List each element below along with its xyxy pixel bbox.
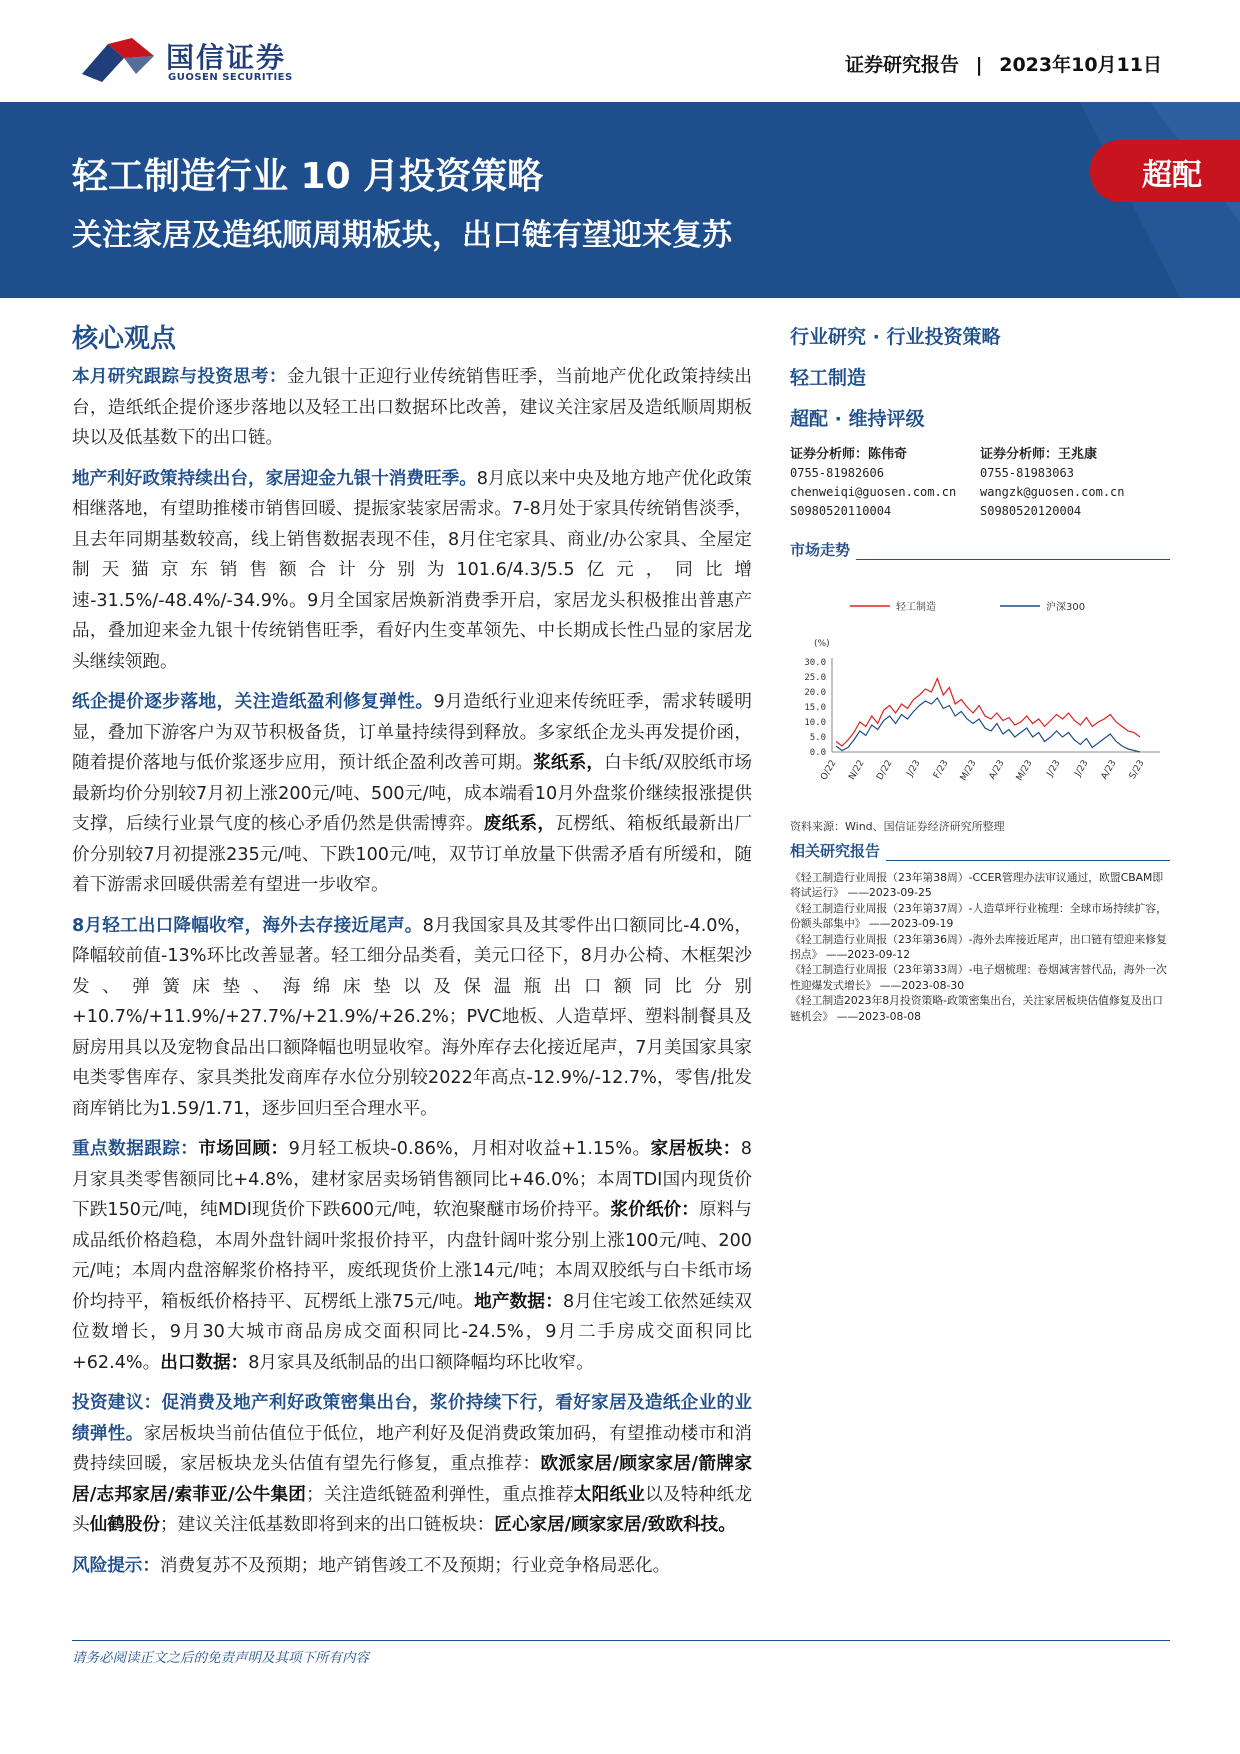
related-reports-heading — [790, 840, 1170, 861]
analyst-name: 证券分析师：王兆康 — [980, 447, 1098, 462]
x-tick-label: M/23 — [1014, 758, 1035, 783]
analyst-cert: S0980520120004 — [980, 504, 1082, 518]
related-reports-title: 相关研究报告 — [790, 842, 881, 860]
paragraph-text: 8月底以来中央及地方地产优化政策相继落地，有望助推楼市销售回暖、提振家装家居需求。7-8月处于家具传统销售淡季，且去年同期基数较高，线上销售数据表现不佳，8月住宅家具、商业/办公家具、全屋定制天猫京东销售额合计分别为101.6/4.3/5.5亿元，同比增速-31.5%/-48.4%/-34.9%。9月全国家居焕新消费季开启，家居龙头积极推出普惠产品，叠加迎来金九银十传统销售旺季，看好内生变革领先、中长期成长性凸显的家居龙头继续领跑。 — [72, 468, 752, 672]
paragraph-bold: 地产数据： — [474, 1291, 563, 1312]
paragraph-text: 8月家具类零售额同比+4.8%，建材家居卖场销售额同比+46.0%；本周TDI国内现货价下跌150元/吨，纯MDI现货价下跌600元/吨，软泡聚醚市场价持平。 — [72, 1139, 752, 1220]
paragraph-export — [72, 911, 752, 1125]
y-tick-label: 10.0 — [804, 718, 826, 728]
analyst-email[interactable]: wangzk@guosen.com.cn — [980, 485, 1125, 499]
paragraph-text: 9月造纸行业迎来传统旺季，需求转暖明显，叠加下游客户为双节积极备货，订单量持续得到释放。多家纸企龙头再发提价函，随着提价落地与低价浆逐步应用，预计纸企盈利改善可期。 — [72, 692, 752, 773]
y-tick-label: 5.0 — [809, 733, 826, 743]
x-tick-label: J/23 — [1073, 758, 1091, 779]
header-separator: | — [975, 54, 983, 76]
paragraph-text: ；关注造纸链盈利弹性，重点推荐 — [306, 1484, 574, 1505]
guosen-logo-icon — [78, 34, 158, 86]
logo-english-name: GUOSEN SECURITIES — [168, 72, 293, 83]
paragraph-text: 以及特种纸龙头 — [72, 1484, 752, 1535]
paragraph-text: 8月我国家具及其零件出口额同比-4.0%，降幅较前值-13%环比改善显著。轻工细分品类看，美元口径下，8月办公椅、木框架沙发、弹簧床垫、海绵床垫以及保温瓶出口额同比分别+10.7%/+11.9%/+27.7%/+21.9%/+26.2%；PVC地板、人造草坪、塑料制餐具及厨房用具以及宠物食品出口额降幅也明显收窄。海外库存去化接近尾声，7月美国家具家电类零售库存、家具类批发商库存水位分别较2022年高点-12.9%/-12.7%，零售/批发商库销比为1.59/1.71，逐步回归至合理水平。 — [72, 915, 752, 1119]
x-tick-label: J/23 — [1045, 758, 1063, 779]
paragraph-bold: 欧派家居/顾家家居/箭牌家居/志邦家居/索菲亚/公牛集团 — [72, 1454, 752, 1505]
related-report-item[interactable]: 《轻工制造行业周报（23年第37周）-人造草坪行业梳理：全球市场持续扩容，份额头部集中》 ——2023-09-19 — [790, 901, 1167, 931]
paragraph-text: 8月家具及纸制品的出口额降幅均环比收窄。 — [248, 1352, 594, 1373]
title-banner — [0, 102, 1240, 298]
analyst-phone: 0755-81982606 — [790, 466, 884, 480]
paragraph-text: ；建议关注低基数即将到来的出口链板块： — [160, 1515, 495, 1535]
x-tick-label: S/23 — [1127, 758, 1147, 781]
core-views-heading: 核心观点 — [72, 324, 177, 354]
analyst-phone: 0755-81983063 — [980, 466, 1074, 480]
paragraph-risk — [72, 1551, 752, 1582]
x-tick-label: O/22 — [819, 758, 839, 783]
market-trend-heading — [790, 539, 1170, 560]
x-tick-label: F/23 — [932, 758, 951, 781]
paragraph-bold: 废纸系， — [483, 814, 556, 834]
analyst-name: 证券分析师：陈伟奇 — [790, 447, 908, 462]
y-tick-label: 0.0 — [809, 748, 826, 758]
paragraph-text: 瓦楞纸、箱板纸最新出厂价分别较7月初提涨235元/吨、下跌100元/吨，双节订单放量下供需矛盾有所缓和，随着下游需求回暖供需差有望进一步收窄。 — [72, 814, 752, 895]
y-tick-label: 20.0 — [804, 688, 826, 698]
paragraph-bold: 家居板块： — [650, 1139, 741, 1159]
analyst-block — [790, 445, 1170, 521]
related-report-item[interactable]: 《轻工制造行业周报（23年第38周）-CCER管理办法审议通过，欧盟CBAM即将试运行》 ——2023-09-25 — [790, 871, 1164, 900]
chart-source: 资料来源：Wind、国信证券经济研究所整理 — [790, 820, 1005, 833]
paragraph-data-tracking — [72, 1134, 752, 1378]
related-report-item[interactable]: 《轻工制造行业周报（23年第33周）-电子烟梳理：卷烟减害替代品，海外一次性迎爆发式增长》 ——2023-08-30 — [790, 963, 1167, 992]
market-trend-title: 市场走势 — [790, 541, 851, 559]
paragraph-research-thoughts — [72, 362, 752, 454]
footer-divider — [72, 1640, 1170, 1641]
y-tick-label: 15.0 — [804, 703, 826, 713]
paragraph-bold: 出口数据： — [160, 1352, 249, 1373]
paragraph-bold: 浆价纸价： — [610, 1200, 699, 1220]
analyst-email[interactable]: chenweiqi@guosen.com.cn — [790, 485, 957, 499]
rating-line: 超配 · 维持评级 — [790, 408, 925, 430]
paragraph-investment-advice — [72, 1388, 752, 1541]
paragraph-lead: 8月轻工出口降幅收窄，海外去存接近尾声。 — [72, 915, 423, 936]
paragraph-text: 8月住宅竣工依然延续双位数增长，9月30大城市商品房成交面积同比-24.5%，9月二手房成交面积同比+62.4%。 — [72, 1291, 752, 1373]
paragraph-lead: 本月研究跟踪与投资思考： — [72, 367, 287, 387]
paragraph-real-estate — [72, 464, 752, 678]
paragraph-lead: 地产利好政策持续出台，家居迎金九银十消费旺季。 — [72, 468, 477, 489]
report-meta — [845, 50, 1162, 77]
related-report-item[interactable]: 《轻工制造行业周报（23年第36周）-海外去库接近尾声，出口链有望迎来修复拐点》 ——2023-09-12 — [790, 932, 1167, 962]
analyst-2 — [980, 445, 1170, 521]
x-tick-label: J/23 — [905, 758, 923, 779]
paragraph-text: 原料与成品纸价格趋稳，本周外盘针阔叶浆报价持平，内盘针阔叶浆分别上涨100元/吨、200元/吨；本周内盘溶解浆价格持平，废纸现货价上涨14元/吨；本周双胶纸与白卡纸市场价均持平，箱板纸价格持平、瓦楞纸上涨75元/吨。 — [72, 1200, 752, 1312]
paragraph-bold: 太阳纸业 — [573, 1484, 646, 1505]
analyst-1 — [790, 445, 980, 521]
market-trend-chart — [790, 590, 1170, 815]
paragraph-bold: 仙鹤股份 — [89, 1515, 160, 1535]
analyst-cert: S0980520110004 — [790, 504, 892, 518]
related-reports-list — [790, 870, 1170, 1024]
y-tick-label: 25.0 — [804, 673, 826, 683]
paragraph-lead: 纸企提价逐步落地，关注造纸盈利修复弹性。 — [72, 692, 434, 712]
legend-label: 沪深300 — [1046, 602, 1086, 613]
footer-disclaimer: 请务必阅读正文之后的免责声明及其项下所有内容 — [72, 1650, 369, 1666]
paragraph-bold: 市场回顾： — [198, 1139, 289, 1159]
paragraph-text: 白卡纸/双胶纸市场最新均价分别较7月初上涨200元/吨、500元/吨，成本端看10月外盘浆价继续报涨提供支撑，后续行业景气度的核心矛盾仍然是供需博弈。 — [72, 753, 752, 834]
paragraph-bold: 匠心家居/顾家家居/致欧科技。 — [494, 1515, 736, 1535]
report-type: 证券研究报告 — [845, 54, 960, 76]
banner-decoration — [0, 102, 1240, 298]
logo-chinese-name: 国信证券 — [166, 41, 287, 74]
x-tick-label: A/23 — [1099, 758, 1119, 782]
heading-rule — [856, 551, 1170, 560]
x-tick-label: M/23 — [958, 758, 979, 783]
industry-name: 轻工制造 — [790, 367, 867, 389]
paragraph-text: 9月轻工板块-0.86%，月相对收益+1.15%。 — [288, 1139, 651, 1159]
paragraph-bold: 浆纸系， — [533, 753, 605, 773]
heading-rule — [886, 852, 1170, 861]
sidebar — [790, 322, 1170, 560]
series-line-light-industry — [836, 679, 1140, 747]
paragraph-lead: 重点数据跟踪： — [72, 1139, 199, 1159]
report-subtitle: 关注家居及造纸顺周期板块，出口链有望迎来复苏 — [72, 218, 732, 253]
paragraph-text: 家居板块当前估值位于低位，地产利好及促消费政策加码，有望推动楼市和消费持续回暖，家居板块龙头估值有望先行修复，重点推荐： — [72, 1423, 752, 1474]
related-report-item[interactable]: 《轻工制造2023年8月投资策略-政策密集出台，关注家居板块估值修复及出口链机会》 ——2023-08-08 — [790, 994, 1163, 1023]
report-date: 2023年10月11日 — [999, 54, 1162, 76]
rating-badge-text: 超配 — [1142, 158, 1202, 193]
paragraph-text: 消费复苏不及预期；地产销售竣工不及预期；行业竞争格局恶化。 — [159, 1555, 671, 1576]
report-category: 行业研究 · 行业投资策略 — [790, 326, 1001, 348]
paragraph-lead: 投资建议：促消费及地产利好政策密集出台，浆价持续下行，看好家居及造纸企业的业绩弹性。 — [72, 1393, 752, 1444]
paragraph-lead: 风险提示： — [72, 1555, 160, 1576]
x-tick-label: A/23 — [987, 758, 1007, 782]
core-views-body — [72, 362, 752, 1591]
paragraph-paper — [72, 687, 752, 901]
x-tick-label: D/22 — [875, 758, 895, 783]
legend-label: 轻工制造 — [896, 602, 936, 613]
paragraph-text: 金九银十正迎行业传统销售旺季，当前地产优化政策持续出台，造纸纸企提价逐步落地以及轻工出口数据环比改善，建议关注家居及造纸顺周期板块以及低基数下的出口链。 — [72, 367, 752, 448]
x-tick-label: N/22 — [847, 758, 867, 782]
y-axis-label: (%) — [814, 639, 830, 649]
report-title: 轻工制造行业 10 月投资策略 — [72, 156, 544, 197]
y-tick-label: 30.0 — [804, 658, 826, 668]
